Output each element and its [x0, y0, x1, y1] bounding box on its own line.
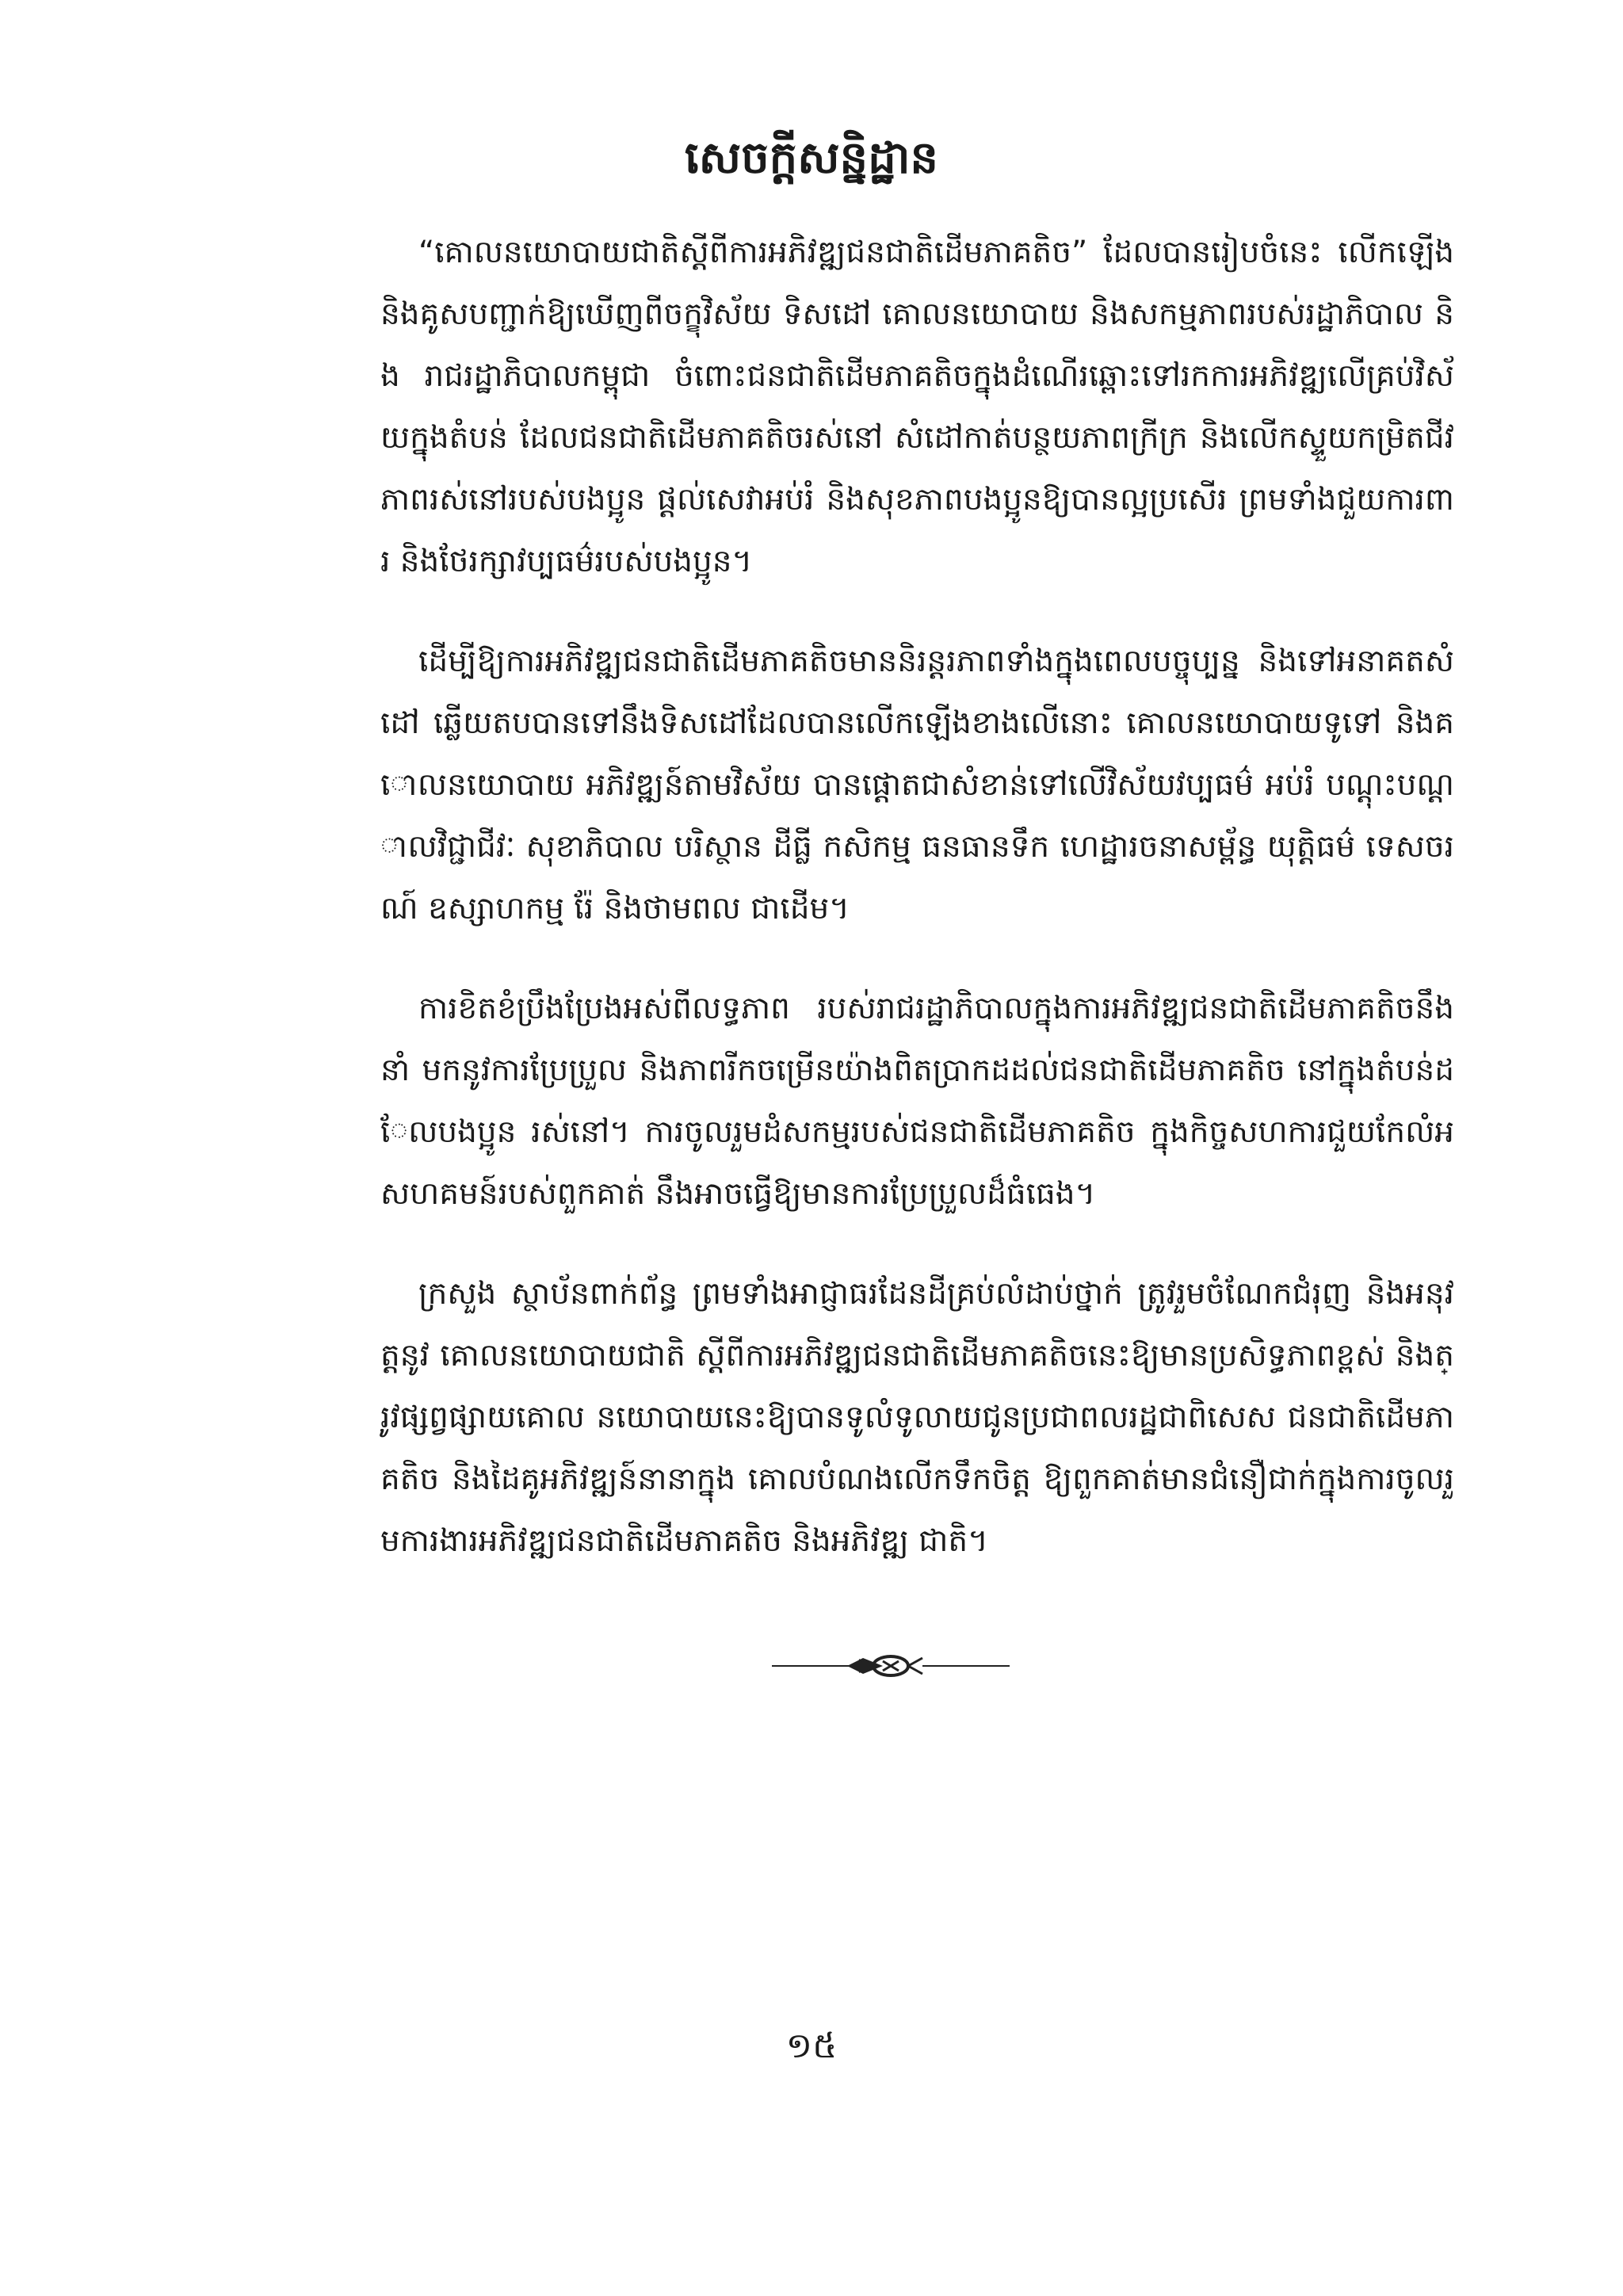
decorative-divider-svg — [772, 1650, 1010, 1682]
document-body — [380, 222, 1454, 1610]
decorative-divider-icon — [772, 1650, 1010, 1682]
paragraph-2: ដើម្បីឱ្យការអភិវឌ្ឍជនជាតិដើមភាគតិចមាននិរន្តរភាពទាំងក្នុងពេលបច្ចុប្បន្ន និងទៅអនាគតសំដៅ ឆ្លើយតបបានទៅនឹងទិសដៅដែលបានលើកឡើងខាងលើនោះ គោលនយោបាយទូទៅ និងគោលនយោបាយ អភិវឌ្ឍន៍តាមវិស័យ បានផ្តោតជាសំខាន់ទៅលើវិស័យវប្បធម៌ អប់រំ បណ្តុះបណ្តាលវិជ្ជាជីវៈ សុខាភិបាល បរិស្ថាន ដីធ្លី កសិកម្ម ធនធានទឹក ហេដ្ឋារចនាសម្ព័ន្ធ យុត្តិធម៌ ទេសចរណ៍ ឧស្សាហកម្ម រ៉ែ និងថាមពល ជាដើម។ — [380, 644, 1454, 926]
page-number: ១៥ — [785, 2026, 838, 2066]
paragraph-3: ការខិតខំប្រឹងប្រែងអស់ពីលទ្ធភាព របស់រាជរដ្ឋាភិបាលក្នុងការអភិវឌ្ឍជនជាតិដើមភាគតិចនឹងនាំ មកនូវការប្រែប្រួល និងភាពរីកចម្រើនយ៉ាងពិតប្រាកដដល់ជនជាតិដើមភាគតិច នៅក្នុងតំបន់ដែលបងប្អូន រស់នៅ។ ការចូលរួមដំសកម្មរបស់ជនជាតិដើមភាគតិច ក្នុងកិច្ចសហការជួយកែលំអសហគមន៍របស់ពួកគាត់ នឹងអាចធ្វើឱ្យមានការប្រែប្រួលដ៏ធំធេង។ — [380, 991, 1454, 1212]
page-title: សេចក្តីសន្និដ្ឋាន — [685, 132, 938, 184]
paragraph-1: “គោលនយោបាយជាតិស្តីពីការអភិវឌ្ឍជនជាតិដើមភាគតិច” ដែលបានរៀបចំនេះ លើកឡើង និងគូសបញ្ជាក់ឱ្យឃើញពីចក្ខុវិស័យ ទិសដៅ គោលនយោបាយ និងសកម្មភាពរបស់រដ្ឋាភិបាល និង រាជរដ្ឋាភិបាលកម្ពុជា ចំពោះជនជាតិដើមភាគតិចក្នុងដំណើរឆ្ពោះទៅរកការអភិវឌ្ឍលើគ្រប់វិស័យក្នុងតំបន់ ដែលជនជាតិដើមភាគតិចរស់នៅ សំដៅកាត់បន្ថយភាពក្រីក្រ និងលើកស្ទួយកម្រិតជីវភាពរស់នៅរបស់បងប្អូន ផ្តល់សេវាអប់រំ និងសុខភាពបងប្អូនឱ្យបានល្អប្រសើរ ព្រមទាំងជួយការពារ និងថែរក្សាវប្បធម៌របស់បងប្អូន។ — [380, 235, 1454, 579]
paragraph-4: ក្រសួង ស្ថាប័នពាក់ព័ន្ធ ព្រមទាំងអាជ្ញាធរដែនដីគ្រប់លំដាប់ថ្នាក់ ត្រូវរួមចំណែកជំរុញ និងអនុវត្តនូវ គោលនយោបាយជាតិ ស្តីពីការអភិវឌ្ឍជនជាតិដើមភាគតិចនេះឱ្យមានប្រសិទ្ធភាពខ្ពស់ និងត្រូវផ្សព្វផ្សាយគោល នយោបាយនេះឱ្យបានទូលំទូលាយជូនប្រជាពលរដ្ឋជាពិសេស ជនជាតិដើមភាគតិច និងដៃគូអភិវឌ្ឍន៍នានាក្នុង គោលបំណងលើកទឹកចិត្ត ឱ្យពួកគាត់មានជំនឿជាក់ក្នុងការចូលរួមការងារអភិវឌ្ឍជនជាតិដើមភាគតិច និងអភិវឌ្ឍ ជាតិ។ — [380, 1276, 1454, 1559]
